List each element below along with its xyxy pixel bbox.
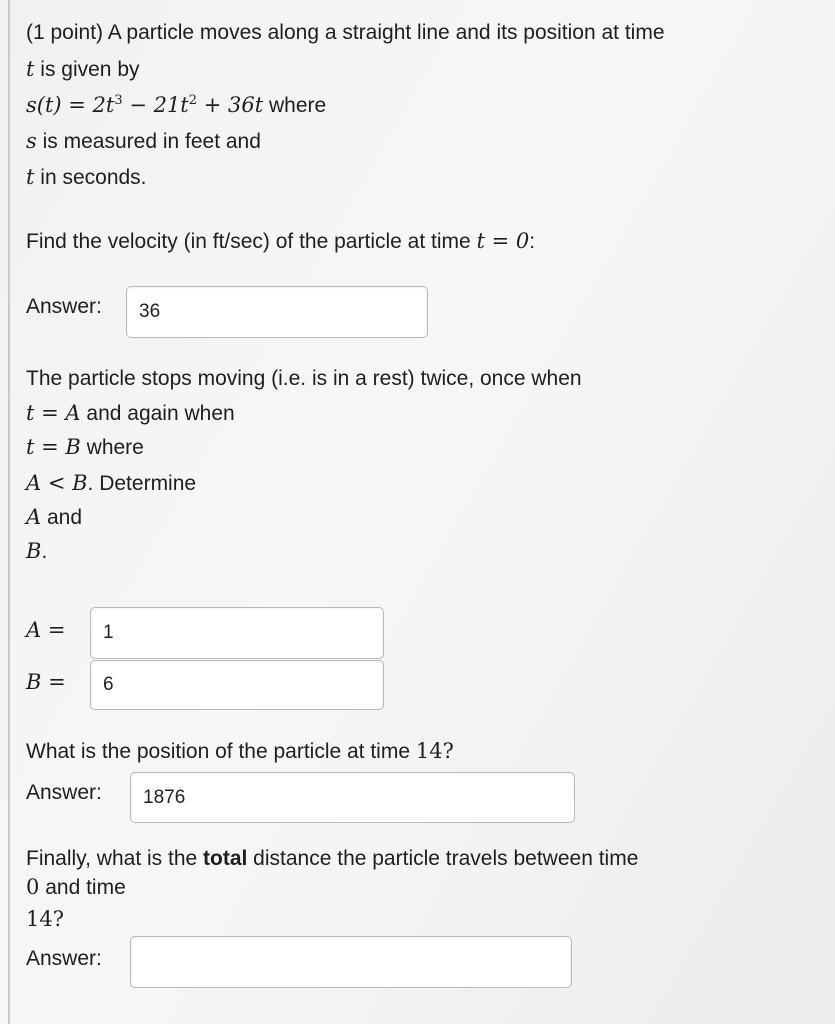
q2-line-3-math: t = B bbox=[26, 435, 81, 459]
q4-line-2-math: 0 bbox=[26, 875, 40, 899]
q4-answer-input[interactable] bbox=[130, 936, 572, 988]
a-answer-input[interactable]: 1 bbox=[90, 607, 384, 659]
b-label: B = bbox=[26, 670, 66, 694]
eq-s: s(t) = 2t bbox=[26, 93, 115, 117]
s-units-line bbox=[26, 128, 261, 155]
q2-line-2-text: and again when bbox=[80, 402, 235, 425]
t-units-text: in seconds. bbox=[34, 166, 147, 189]
q4-line-2-text: and time bbox=[39, 876, 126, 899]
q2-line-5-math: A bbox=[26, 505, 42, 529]
q1-prompt-end: : bbox=[529, 230, 536, 253]
q4-line-1 bbox=[26, 846, 638, 872]
q2-line-4 bbox=[26, 470, 196, 497]
eq-tail: + 36t bbox=[197, 93, 264, 117]
q2-line-3-text: where bbox=[80, 436, 144, 459]
q3-prompt bbox=[26, 738, 454, 765]
t-units-line bbox=[26, 164, 147, 191]
eq-where: where bbox=[263, 94, 327, 117]
intro-line-1: (1 point) A particle moves along a straight line and its position at time bbox=[26, 21, 665, 44]
q4-answer-label: Answer: bbox=[26, 947, 102, 970]
q4-line-3-math: 14? bbox=[26, 907, 64, 931]
s-units-text: is measured in feet and bbox=[36, 130, 261, 153]
q3-answer-label: Answer: bbox=[26, 781, 102, 804]
q1-answer-input[interactable]: 36 bbox=[126, 286, 428, 338]
q3-prompt-text: What is the position of the particle at time bbox=[26, 740, 416, 763]
q4-line-3 bbox=[26, 906, 64, 933]
a-label: A = bbox=[26, 618, 66, 642]
eq-mid: − 21t bbox=[122, 93, 189, 117]
q4-line-2 bbox=[26, 874, 126, 901]
eq-exp-3: 3 bbox=[114, 93, 123, 108]
q2-line-6-text: . bbox=[41, 540, 48, 563]
q4-line-1-post: distance the particle travels between time bbox=[247, 847, 639, 870]
var-s: s bbox=[26, 129, 37, 153]
q2-line-6-math: B bbox=[26, 539, 42, 563]
q2-line-4-math: A < B bbox=[26, 471, 88, 495]
q1-prompt bbox=[26, 228, 535, 255]
var-t: t bbox=[26, 57, 35, 81]
q1-prompt-math: t = 0 bbox=[476, 229, 530, 253]
q2-line-2 bbox=[26, 400, 235, 427]
intro-line-2 bbox=[26, 56, 140, 83]
q2-line-2-math: t = A bbox=[26, 401, 81, 425]
position-equation bbox=[26, 92, 326, 119]
eq-exp-2: 2 bbox=[188, 93, 198, 108]
var-t-2: t bbox=[26, 165, 35, 189]
intro-line-2-text: is given by bbox=[34, 58, 140, 81]
left-border bbox=[8, 0, 10, 1024]
q4-line-1-bold: total bbox=[203, 847, 248, 870]
q4-line-1-pre: Finally, what is the bbox=[26, 847, 204, 870]
q1-prompt-text: Find the velocity (in ft/sec) of the particle at time bbox=[26, 230, 477, 253]
q2-line-5 bbox=[26, 504, 82, 531]
b-answer-input[interactable]: 6 bbox=[90, 660, 384, 710]
q2-line-3 bbox=[26, 434, 144, 461]
q2-line-6 bbox=[26, 538, 47, 565]
q3-prompt-math: 14? bbox=[415, 739, 454, 763]
q1-answer-label: Answer: bbox=[26, 295, 102, 318]
q3-answer-input[interactable]: 1876 bbox=[130, 772, 575, 823]
q2-line-4-text: . Determine bbox=[87, 472, 197, 495]
q2-line-1: The particle stops moving (i.e. is in a rest) twice, once when bbox=[26, 367, 582, 390]
q2-line-5-text: and bbox=[41, 506, 83, 529]
